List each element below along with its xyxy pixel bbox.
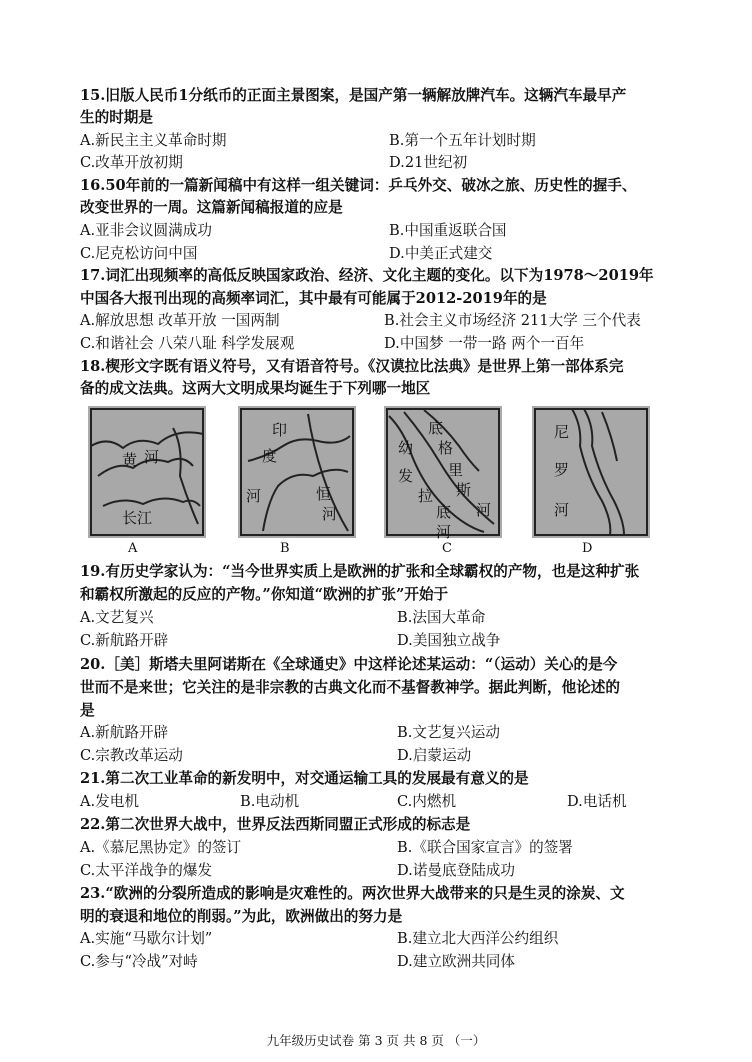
map-b-text-0: 印 bbox=[272, 421, 288, 439]
map-c-text-8: 河 bbox=[436, 523, 452, 541]
q20-option-d: D.启蒙运动 bbox=[397, 747, 472, 764]
q15-option-a: A.新民主主义革命时期 bbox=[80, 132, 227, 149]
q21-stem-line1: 21.第二次工业革命的新发明中，对交通运输工具的发展最有意义的是 bbox=[80, 770, 529, 787]
q20-stem-line1: 20.［美］斯塔夫里阿诺斯在《全球通史》中这样论述某运动：“（运动）关心的是今 bbox=[80, 656, 618, 673]
q20-stem-line3: 是 bbox=[80, 702, 95, 719]
map-b-text-2: 河 bbox=[246, 487, 262, 505]
map-a-text-0: 黄 bbox=[122, 451, 138, 469]
map-d-nile bbox=[532, 406, 650, 538]
q20-stem-line2: 世而不是来世；它关注的是非宗教的古典文化而不基督教神学。据此判断，他论述的 bbox=[80, 679, 620, 696]
q19-option-c: C.新航路开辟 bbox=[80, 632, 169, 649]
map-b-text-1: 度 bbox=[262, 447, 278, 465]
q20-option-b: B.文艺复兴运动 bbox=[397, 724, 500, 741]
q19-stem-line2: 和霸权所激起的反应的产物。”你知道“欧洲的扩张”开始于 bbox=[80, 586, 449, 603]
map-d-label: D bbox=[582, 541, 593, 556]
q23-option-d: D.建立欧洲共同体 bbox=[397, 953, 515, 970]
q16-option-c: C.尼克松访问中国 bbox=[80, 245, 198, 262]
map-c-text-3: 发 bbox=[398, 467, 414, 485]
q23-stem-line1: 23.“欧洲的分裂所造成的影响是灾难性的。两次世界大战带来的只是生灵的涂炭、文 bbox=[80, 885, 625, 902]
q17-option-d: D.中国梦 一带一路 两个一百年 bbox=[384, 335, 585, 352]
q23-option-a: A.实施“马歇尔计划” bbox=[80, 930, 213, 947]
map-b-indus-ganges bbox=[238, 406, 356, 538]
map-b-text-3: 恒 bbox=[316, 485, 332, 503]
q16-stem-line1: 16.50年前的一篇新闻稿中有这样一组关键词：乒乓外交、破冰之旅、历史性的握手、 bbox=[80, 177, 637, 194]
map-c-text-6: 斯 bbox=[456, 481, 472, 499]
q17-option-b: B.社会主义市场经济 211大学 三个代表 bbox=[384, 312, 641, 329]
q18-stem-line1: 18.楔形文字既有语义符号，又有语音符号。《汉谟拉比法典》是世界上第一部体系完 bbox=[80, 358, 624, 375]
q21-option-c: C.内燃机 bbox=[397, 793, 457, 810]
map-c-text-2: 格 bbox=[438, 439, 454, 457]
q20-option-c: C.宗教改革运动 bbox=[80, 747, 183, 764]
q16-option-a: A.亚非会议圆满成功 bbox=[80, 222, 212, 239]
map-d-text-2: 河 bbox=[554, 501, 570, 519]
q15-option-d: D.21世纪初 bbox=[389, 154, 468, 171]
map-b-text-4: 河 bbox=[322, 505, 338, 523]
map-d-text-1: 罗 bbox=[554, 461, 570, 479]
q21-option-b: B.电动机 bbox=[240, 793, 300, 810]
map-d-drawing bbox=[532, 406, 650, 538]
q16-option-d: D.中美正式建交 bbox=[389, 245, 493, 262]
q16-stem-line2: 改变世界的一周。这篇新闻稿报道的应是 bbox=[80, 199, 343, 216]
q20-option-a: A.新航路开辟 bbox=[80, 724, 169, 741]
map-a-label: A bbox=[128, 541, 138, 556]
q21-option-a: A.发电机 bbox=[80, 793, 139, 810]
map-b-label: B bbox=[280, 541, 290, 556]
q22-option-a: A.《慕尼黑协定》的签订 bbox=[80, 839, 242, 856]
q18-stem-line2: 备的成文法典。这两大文明成果均诞生于下列哪一地区 bbox=[80, 380, 431, 397]
map-c-text-1: 幼 bbox=[398, 439, 414, 457]
q22-option-b: B.《联合国家宣言》的签署 bbox=[397, 839, 573, 856]
map-b-drawing bbox=[238, 406, 356, 538]
q17-stem-line1: 17.词汇出现频率的高低反映国家政治、经济、文化主题的变化。以下为1978～2019年 bbox=[80, 267, 654, 284]
q15-option-c: C.改革开放初期 bbox=[80, 154, 183, 171]
map-c-text-5: 拉 bbox=[418, 487, 434, 505]
map-c-text-4: 里 bbox=[448, 461, 464, 479]
q19-option-d: D.美国独立战争 bbox=[397, 632, 501, 649]
map-c-label: C bbox=[442, 541, 452, 556]
map-c-text-7: 底 bbox=[436, 503, 452, 521]
q17-option-c: C.和谐社会 八荣八耻 科学发展观 bbox=[80, 335, 295, 352]
map-c-mesopotamia bbox=[384, 406, 502, 541]
q22-option-d: D.诺曼底登陆成功 bbox=[397, 862, 515, 879]
q22-stem-line1: 22.第二次世界大战中，世界反法西斯同盟正式形成的标志是 bbox=[80, 816, 471, 833]
q15-option-b: B.第一个五年计划时期 bbox=[389, 132, 536, 149]
q15-stem-line1: 15.旧版人民币1分纸币的正面主景图案，是国产第一辆解放牌汽车。这辆汽车最早产 bbox=[80, 87, 627, 104]
q23-option-b: B.建立北大西洋公约组织 bbox=[397, 930, 559, 947]
q19-option-a: A.文艺复兴 bbox=[80, 609, 154, 626]
q23-stem-line2: 明的衰退和地位的削弱。”为此，欧洲做出的努力是 bbox=[80, 908, 403, 925]
q21-option-d: D.电话机 bbox=[567, 793, 627, 810]
q19-option-b: B.法国大革命 bbox=[397, 609, 486, 626]
q16-option-b: B.中国重返联合国 bbox=[389, 222, 507, 239]
q22-option-c: C.太平洋战争的爆发 bbox=[80, 862, 213, 879]
map-a-text-1: 河 bbox=[144, 448, 160, 466]
q19-stem-line1: 19.有历史学家认为：“当今世界实质上是欧洲的扩张和全球霸权的产物，也是这种扩张 bbox=[80, 563, 640, 580]
map-a-yellow-yangtze bbox=[88, 406, 206, 538]
page-footer: 九年级历史试卷 第 3 页 共 8 页 （一） bbox=[266, 1033, 486, 1048]
q15-stem-line2: 生的时期是 bbox=[80, 109, 153, 126]
q17-option-a: A.解放思想 改革开放 一国两制 bbox=[80, 312, 280, 329]
map-c-text-9: 河 bbox=[476, 501, 492, 519]
q17-stem-line2: 中国各大报刊出现的高频率词汇，其中最有可能属于2012-2019年的是 bbox=[80, 290, 547, 307]
map-c-text-0: 底 bbox=[428, 419, 444, 437]
map-d-text-0: 尼 bbox=[554, 423, 570, 441]
map-a-text-2: 长江 bbox=[122, 509, 153, 527]
q23-option-c: C.参与“冷战”对峙 bbox=[80, 953, 198, 970]
